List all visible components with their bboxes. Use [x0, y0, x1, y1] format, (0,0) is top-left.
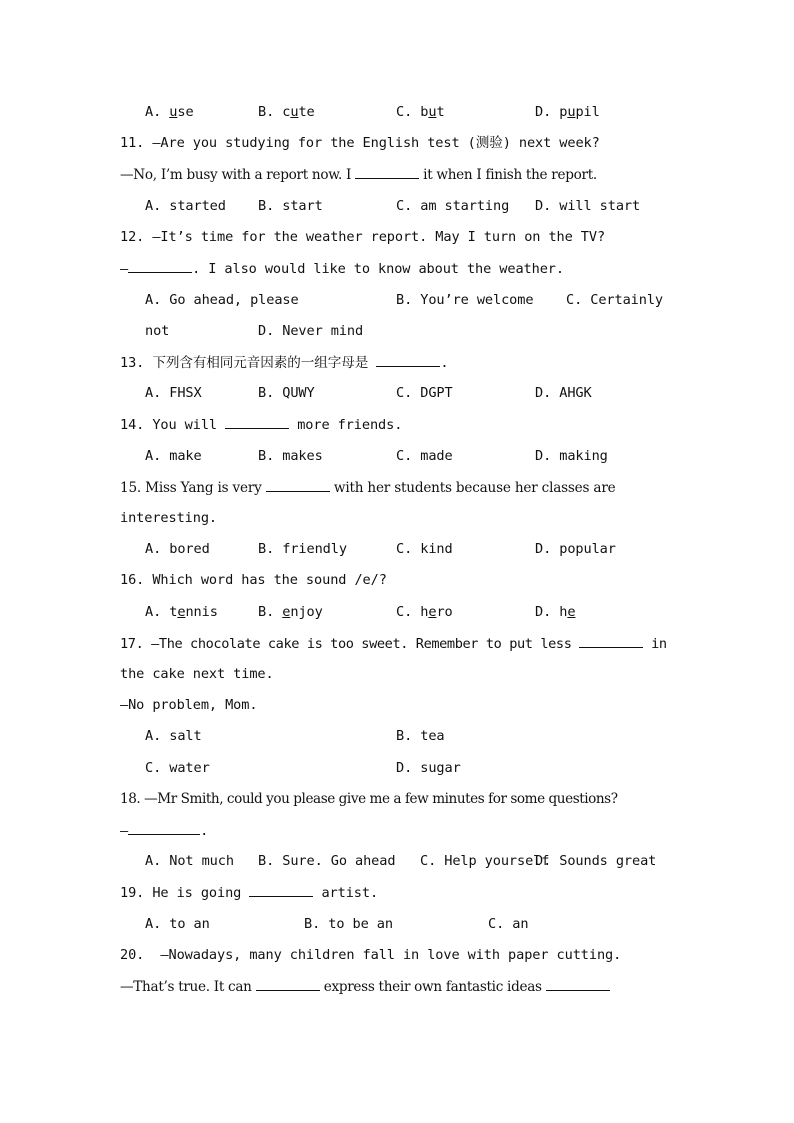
- question-17-stem-cont: the cake next time.: [120, 666, 274, 682]
- option-c: C. DGPT: [396, 385, 453, 401]
- option-c: C. kind: [396, 541, 453, 557]
- option-d: D. will start: [535, 198, 641, 214]
- question-15-stem-cont: interesting.: [120, 510, 218, 526]
- option-c-continued: not: [145, 323, 170, 339]
- answer-blank[interactable]: [256, 976, 320, 991]
- option-a: A. FHSX: [145, 385, 202, 401]
- question-12-reply: — . I also would like to know about the weather.: [120, 258, 564, 279]
- question-17-reply: —No problem, Mom.: [120, 697, 258, 713]
- question-12-stem: 12. —It’s time for the weather report. May I turn on the TV?: [120, 229, 606, 245]
- option-b: B. You’re welcome: [396, 292, 534, 308]
- option-c: C. water: [145, 760, 210, 776]
- question-11-reply: —No, I’m busy with a report now. I it when I finish the report.: [120, 164, 597, 185]
- option-d: D. making: [535, 448, 608, 464]
- answer-blank[interactable]: [128, 820, 200, 835]
- option-b: B. to be an: [304, 916, 393, 932]
- question-13-stem: 13. 下列含有相同元音因素的一组字母是 .: [120, 352, 448, 373]
- option-b: B. tea: [396, 728, 445, 744]
- option-c: C. made: [396, 448, 453, 464]
- option-a: A. to an: [145, 916, 210, 932]
- answer-blank[interactable]: [266, 477, 330, 492]
- option-b: B. enjoy: [258, 604, 323, 620]
- option-d: D. AHGK: [535, 385, 592, 401]
- option-b: B. friendly: [258, 541, 347, 557]
- answer-blank[interactable]: [249, 882, 313, 897]
- question-18-reply: — .: [120, 820, 208, 841]
- option-d: D. Sounds great: [535, 853, 657, 869]
- option-a: A. make: [145, 448, 202, 464]
- option-a: A. use: [145, 104, 194, 120]
- option-b: B. cute: [258, 104, 315, 120]
- question-11-stem: 11. —Are you studying for the English test (测验) next week?: [120, 135, 600, 151]
- option-b: B. makes: [258, 448, 323, 464]
- option-a: A. Not much: [145, 853, 234, 869]
- option-a: A. started: [145, 198, 226, 214]
- option-d: D. pupil: [535, 104, 600, 120]
- option-c: C. but: [396, 104, 445, 120]
- option-a: A. bored: [145, 541, 210, 557]
- option-d: D. Never mind: [258, 323, 364, 339]
- option-c: C. am starting: [396, 198, 510, 214]
- answer-blank[interactable]: [355, 164, 419, 179]
- question-18-stem: 18. —Mr Smith, could you please give me a few minutes for some questions?: [120, 791, 618, 807]
- option-c: C. Help yourself: [420, 853, 550, 869]
- question-16-stem: 16. Which word has the sound /e/?: [120, 572, 387, 588]
- question-14-stem: 14. You will more friends.: [120, 414, 402, 435]
- option-b: B. start: [258, 198, 323, 214]
- question-19-stem: 19. He is going artist.: [120, 882, 378, 903]
- option-c: C. an: [488, 916, 529, 932]
- option-d: D. sugar: [396, 760, 461, 776]
- option-d: D. he: [535, 604, 576, 620]
- question-17-stem: 17. —The chocolate cake is too sweet. Remember to put less in: [120, 633, 667, 654]
- question-15-stem: 15. Miss Yang is very with her students because her classes are: [120, 477, 615, 498]
- answer-blank[interactable]: [546, 976, 610, 991]
- option-b: B. Sure. Go ahead: [258, 853, 396, 869]
- option-a: A. tennis: [145, 604, 218, 620]
- answer-blank[interactable]: [128, 258, 192, 273]
- option-c: C. hero: [396, 604, 453, 620]
- answer-blank[interactable]: [225, 414, 289, 429]
- option-a: A. salt: [145, 728, 202, 744]
- question-20-stem: 20. —Nowadays, many children fall in love with paper cutting.: [120, 947, 622, 963]
- option-c: C. Certainly: [566, 292, 664, 308]
- option-a: A. Go ahead, please: [145, 292, 299, 308]
- answer-blank[interactable]: [579, 633, 643, 648]
- question-20-reply: —That’s true. It can express their own fantastic ideas: [120, 976, 610, 997]
- answer-blank[interactable]: [376, 352, 440, 367]
- option-b: B. QUWY: [258, 385, 315, 401]
- option-d: D. popular: [535, 541, 616, 557]
